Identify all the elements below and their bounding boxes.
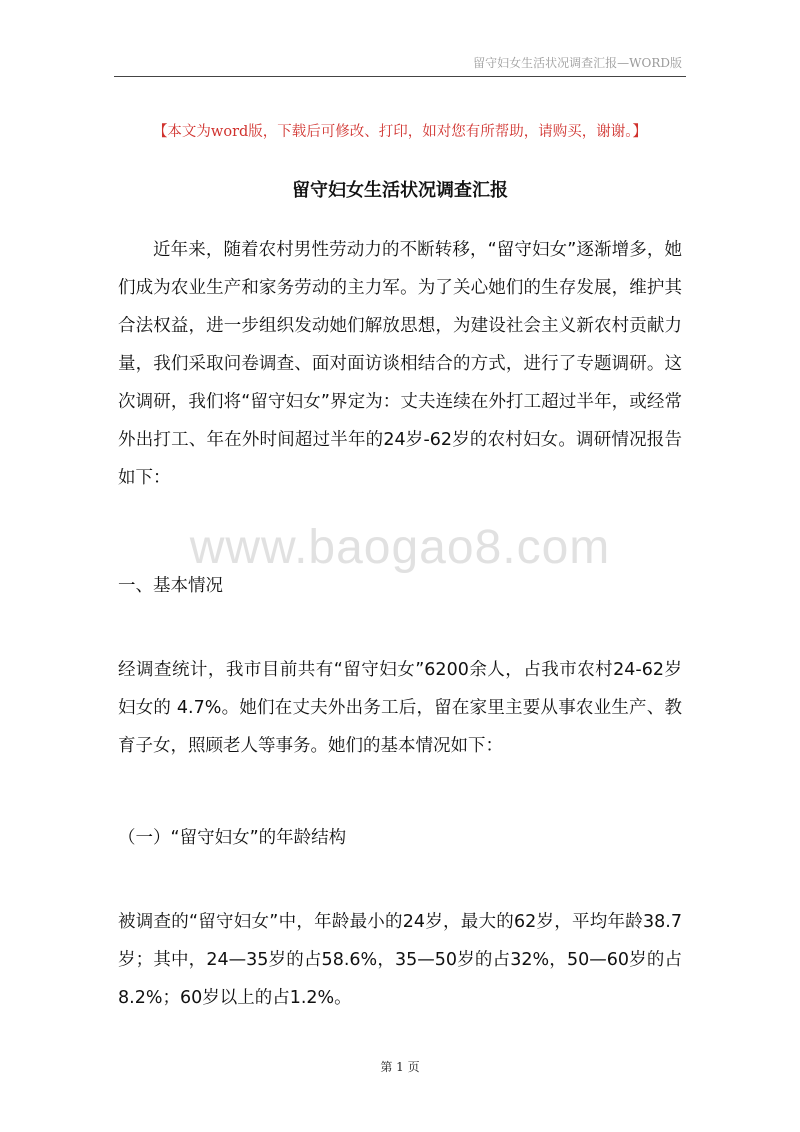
subsection-age-structure-body: 被调查的“留守妇女”中，年龄最小的24岁，最大的62岁，平均年龄38.7岁；其中，24—35岁的占58.6%，35—50岁的占32%，50—60岁的占8.2%；60岁以上的占1.2%。: [118, 912, 682, 1008]
section-heading-basic-situation: 一、基本情况: [118, 576, 223, 596]
running-header: 留守妇女生活状况调查汇报—WORD版: [473, 56, 682, 70]
section-basic-situation-body: 经调查统计，我市目前共有“留守妇女”6200余人，占我市农村24-62岁妇女的 4.7%。她们在丈夫外出务工后，留在家里主要从事农业生产、教育子女，照顾老人等事务。她们的基本情况如下：: [118, 660, 682, 756]
page-number: 第 1 页: [380, 1060, 420, 1074]
document-title: 留守妇女生活状况调查汇报: [292, 180, 508, 201]
purchase-notice: 【本文为word版，下载后可修改、打印，如对您有所帮助，请购买，谢谢。】: [152, 124, 648, 140]
header-divider: [114, 76, 686, 77]
intro-paragraph: 近年来，随着农村男性劳动力的不断转移，“留守妇女”逐渐增多，她们成为农业生产和家务劳动的主力军。为了关心她们的生存发展，维护其合法权益，进一步组织发动她们解放思想，为建设社会主义新农村贡献力量，我们采取问卷调查、面对面访谈相结合的方式，进行了专题调研。这次调研，我们将“留守妇女”界定为：丈夫连续在外打工超过半年，或经常外出打工、年在外时间超过半年的24岁-62岁的农村妇女。调研情况报告如下：: [118, 240, 682, 488]
watermark: www.baogao8.com: [189, 521, 611, 574]
subsection-heading-age-structure: （一）“留守妇女”的年龄结构: [118, 828, 347, 848]
